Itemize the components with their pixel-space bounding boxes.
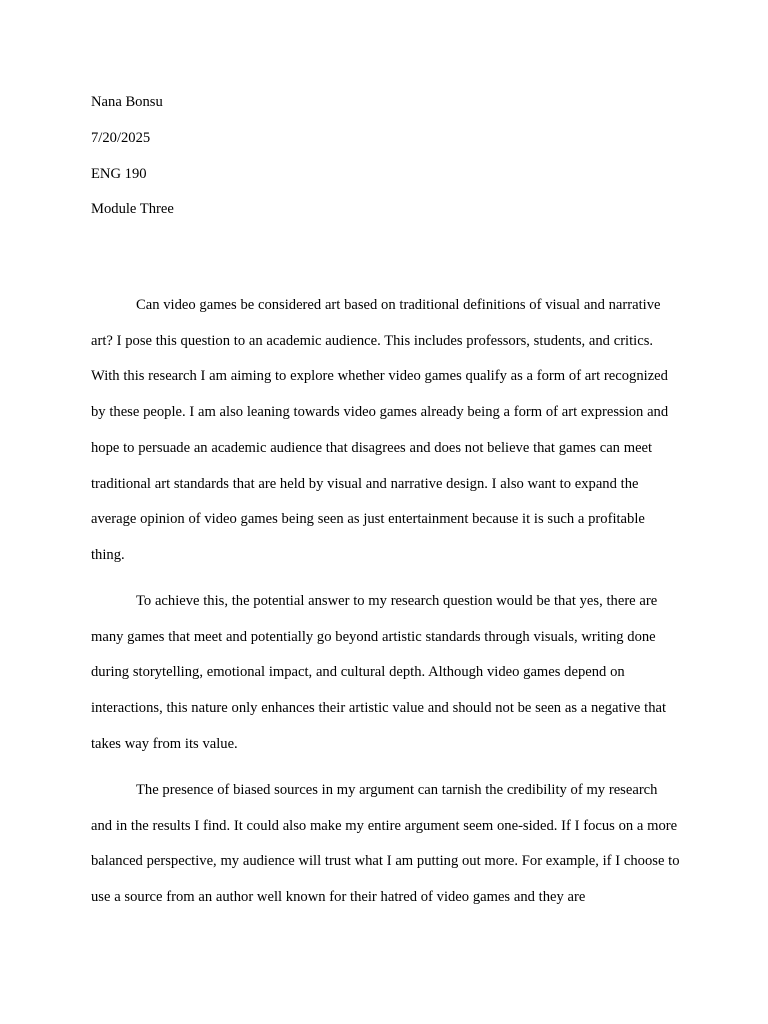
document-body	[91, 288, 681, 926]
paragraph-2: To achieve this, the potential answer to my research question would be that yes, there are many games that meet and potentially go beyond artistic standards through visuals, writing done during storytelling, emotional impact, and cultural depth. Although video games depend on interactions, this nature only enhances their artistic value and should not be seen as a negative that takes way from its value.	[91, 593, 667, 752]
paragraph-3: The presence of biased sources in my argument can tarnish the credibility of my research and in the results I find. It could also make my entire argument seem one-sided. If I focus on a more balanced perspective, my audience will trust what I am putting out more. For example, if I choose to use a source from an author well known for their hatred of video games and they are	[91, 781, 680, 906]
document-header	[91, 92, 681, 235]
author-name: Nana Bonsu	[91, 94, 163, 110]
paragraph-1: Can video games be considered art based on traditional definitions of visual and narrative art? I pose this question to an academic audience. This includes professors, students, and critics. With this research I am aiming to explore whether video games qualify as a form of art recognized by these people. I am also leaning towards video games already being a form of art expression and hope to persuade an academic audience that disagrees and does not believe that games can meet traditional art standards that are held by visual and narrative design. I also want to expand the average opinion of video games being seen as just entertainment because it is such a profitable thing.	[91, 297, 669, 563]
document-date: 7/20/2025	[91, 129, 151, 146]
course-code: ENG 190	[91, 165, 147, 182]
assignment-title: Module Three	[91, 201, 174, 218]
